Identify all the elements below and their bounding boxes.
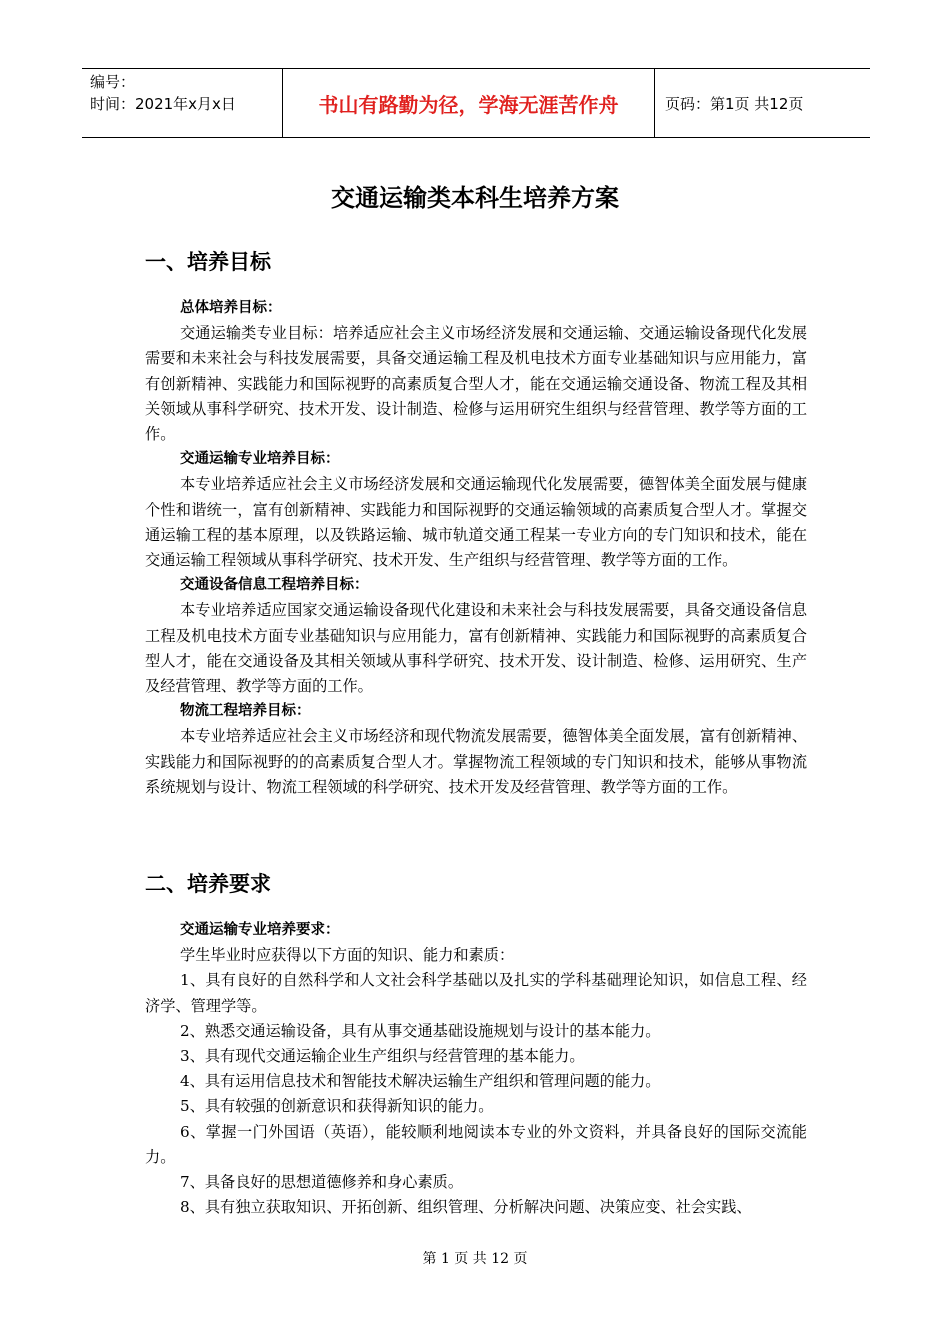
- overall-goal-heading: 总体培养目标：: [180, 300, 282, 316]
- section-requirements-body: [145, 918, 807, 1220]
- logistics-goal-heading: 物流工程培养目标：: [180, 703, 311, 720]
- requirement-item: 3、具有现代交通运输企业生产组织与经营管理的基本能力。: [180, 1047, 585, 1066]
- requirement-item: 6、掌握一门外国语（英语），能较顺利地阅读本专业的外文资料，并具备良好的国际交流能力。: [145, 1122, 807, 1166]
- number-label: 编号：: [90, 73, 136, 91]
- section-goals-body: [145, 296, 807, 800]
- section-heading-requirements: 二、培养要求: [145, 872, 271, 896]
- transport-goal-text: 本专业培养适应社会主义市场经济发展和交通运输现代化发展需要，德智体美全面发展与健康个性和谐统一，富有创新精神、实践能力和国际视野的交通运输领域的高素质复合型人才。掌握交通运输工程的基本原理，以及铁路运输、城市轨道交通工程某一专业方向的专门知识和技术，能在交通运输工程领域从事科学研究、技术开发、生产组织与经营管理、教学等方面的工作。: [145, 475, 807, 570]
- time-label: 时间：2021年x月x日: [90, 95, 236, 113]
- equipment-goal-heading: 交通设备信息工程培养目标：: [180, 577, 369, 594]
- page-code: 页码：第1页 共12页: [665, 94, 804, 113]
- transport-goal-heading: 交通运输专业培养目标：: [180, 451, 340, 468]
- section-heading-goals: 一、培养目标: [145, 250, 271, 274]
- requirement-item: 2、熟悉交通运输设备，具有从事交通基础设施规划与设计的基本能力。: [180, 1021, 661, 1040]
- page-footer: 第 1 页 共 12 页: [422, 1251, 528, 1267]
- requirement-item: 1、具有良好的自然科学和人文社会科学基础以及扎实的学科基础理论知识，如信息工程、经济学、管理学等。: [145, 971, 807, 1015]
- requirements-heading: 交通运输专业培养要求：: [180, 922, 340, 938]
- requirements-intro: 学生毕业时应获得以下方面的知识、能力和素质：: [180, 946, 515, 965]
- requirement-item: 5、具有较强的创新意识和获得新知识的能力。: [180, 1097, 494, 1116]
- equipment-goal-text: 本专业培养适应国家交通运输设备现代化建设和未来社会与科技发展需要，具备交通设备信息工程及机电技术方面专业基础知识与应用能力，富有创新精神、实践能力和国际视野的高素质复合型人才，能在交通设备及其相关领域从事科学研究、技术开发、设计制造、检修、运用研究、生产及经营管理、教学等方面的工作。: [145, 601, 807, 696]
- document-title: 交通运输类本科生培养方案: [331, 184, 619, 212]
- document-header: [82, 68, 870, 138]
- requirement-item: 4、具有运用信息技术和智能技术解决运输生产组织和管理问题的能力。: [180, 1072, 661, 1091]
- requirement-item: 7、具备良好的思想道德修养和身心素质。: [180, 1173, 464, 1192]
- motto: 书山有路勤为径，学海无涯苦作舟: [282, 69, 655, 137]
- logistics-goal-text: 本专业培养适应社会主义市场经济和现代物流发展需要，德智体美全面发展，富有创新精神、实践能力和国际视野的的高素质复合型人才。掌握物流工程领域的专门知识和技术，能够从事物流系统规划与设计、物流工程领域的科学研究、技术开发及经营管理、教学等方面的工作。: [145, 727, 807, 796]
- overall-goal-text: 交通运输类专业目标：培养适应社会主义市场经济发展和交通运输、交通运输设备现代化发展需要和未来社会与科技发展需要，具备交通运输工程及机电技术方面专业基础知识与应用能力，富有创新精神、实践能力和国际视野的高素质复合型人才，能在交通运输交通设备、物流工程及其相关领域从事科学研究、技术开发、设计制造、检修与运用研究生组织与经营管理、教学等方面的工作。: [145, 324, 807, 444]
- header-left-cell: [82, 69, 282, 137]
- requirement-item: 8、具有独立获取知识、开拓创新、组织管理、分析解决问题、决策应变、社会实践、: [180, 1198, 752, 1217]
